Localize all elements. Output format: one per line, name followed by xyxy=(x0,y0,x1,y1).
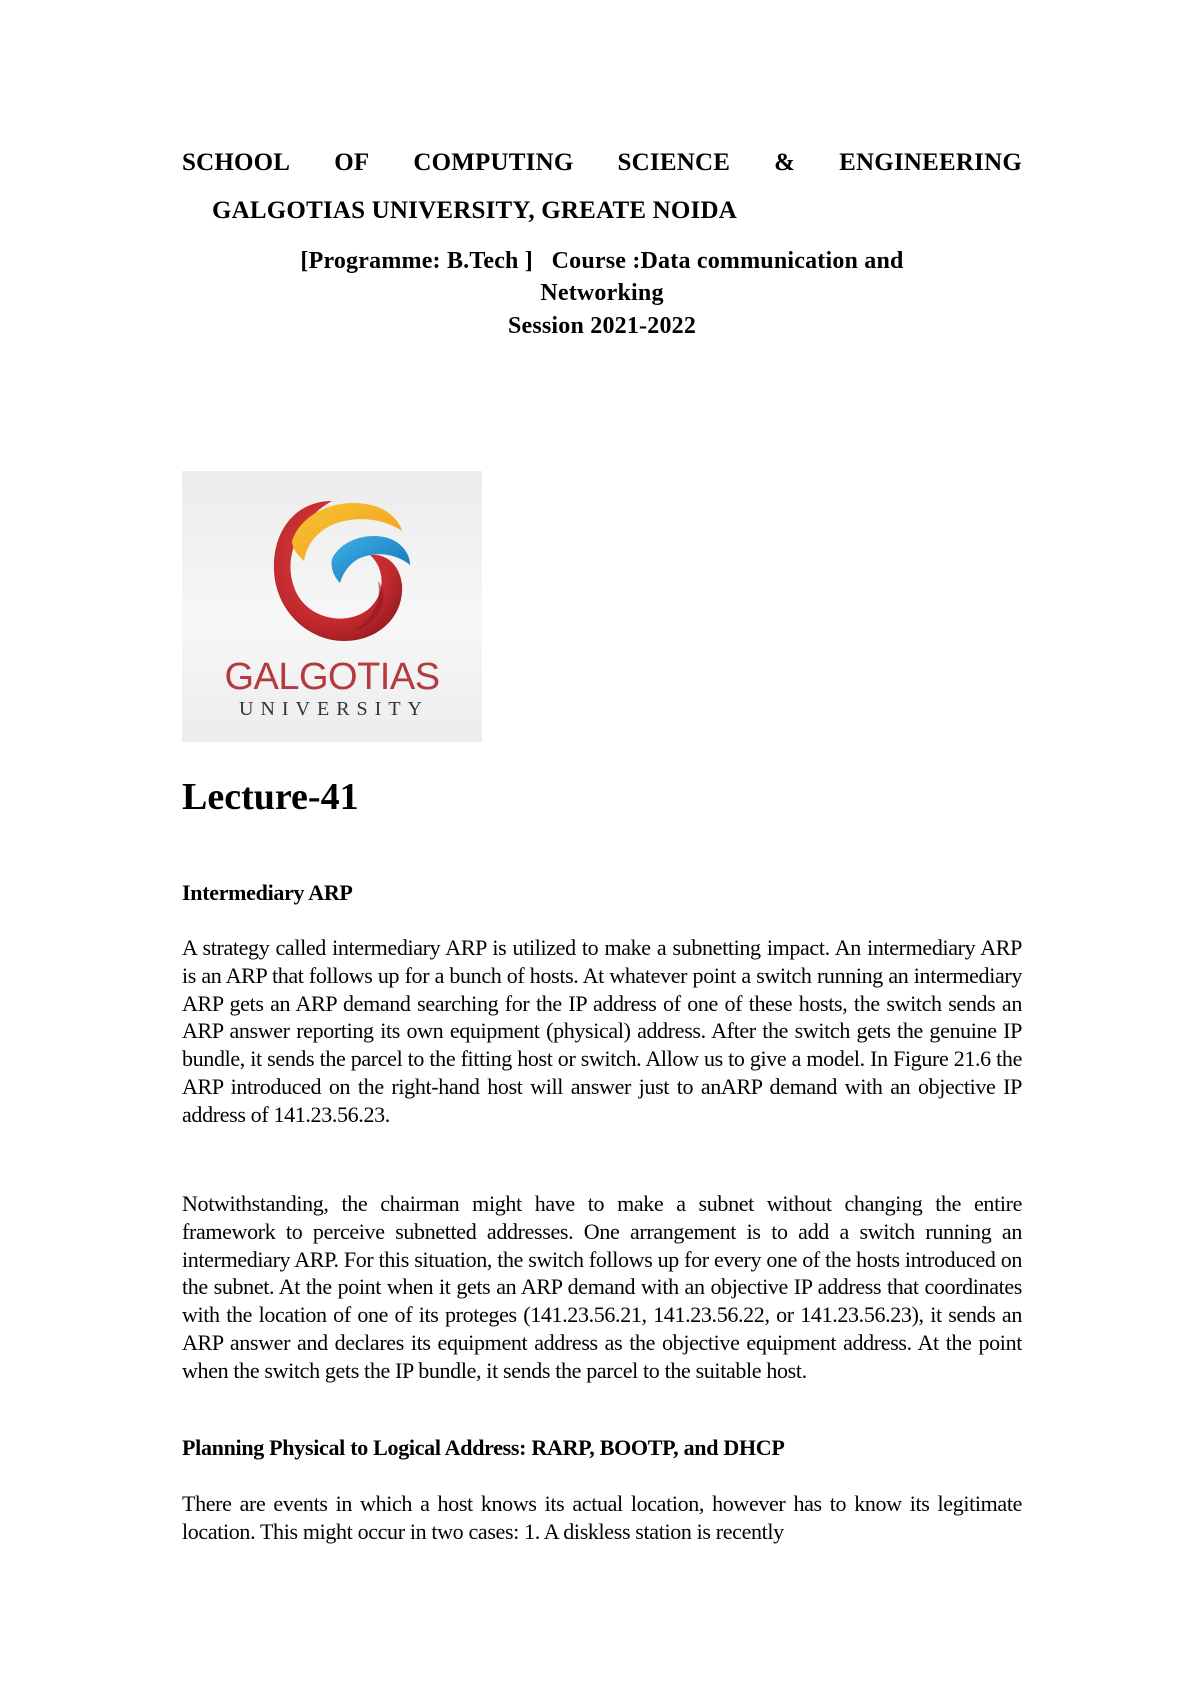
paragraph: A strategy called intermediary ARP is utilized to make a subnetting impact. An intermediary ARP is an ARP that follows up for a bunch of hosts. At whatever point a switch running an intermediary ARP gets an ARP demand searching for the IP address of one of these hosts, the switch sends an ARP answer reporting its own equipment (physical) address. After the switch gets the genuine IP bundle, it sends the parcel to the fitting host or switch. Allow us to give a model. In Figure 21.6 the ARP introduced on the right-hand host will answer just to anARP demand with an objective IP address of 141.23.56.23. xyxy=(182,935,1022,1127)
school-word: SCHOOL xyxy=(182,149,291,176)
school-word: ENGINEERING xyxy=(839,149,1022,176)
school-word: SCIENCE xyxy=(617,149,731,176)
section-heading-intermediary-arp: Intermediary ARP xyxy=(182,880,353,905)
session-line: Session 2021-2022 xyxy=(507,313,697,339)
logo-wordmark: GALGOTIAS xyxy=(224,656,440,698)
school-word: COMPUTING xyxy=(413,149,574,176)
school-name-line xyxy=(182,148,1022,178)
school-word: OF xyxy=(334,149,370,176)
lecture-title: Lecture-41 xyxy=(182,776,359,818)
section-heading-rarp-bootp-dhcp: Planning Physical to Logical Address: RARP, BOOTP, and DHCP xyxy=(182,1435,785,1460)
university-logo xyxy=(182,471,482,742)
paragraph: There are events in which a host knows its actual location, however has to know its legitimate location. This might occur in two cases: 1. A diskless station is recently xyxy=(182,1491,1022,1544)
university-name: GALGOTIAS UNIVERSITY, GREATE NOIDA xyxy=(212,197,737,224)
logo-subtext: UNIVERSITY xyxy=(239,698,429,720)
programme-course-line: [Programme: B.Tech ] Course :Data communication and xyxy=(300,248,904,274)
paragraph: Notwithstanding, the chairman might have to make a subnet without changing the entire framework to perceive subnetted addresses. One arrangement is to add a switch running an intermediary ARP. For this situation, the switch follows up for every one of the hosts introduced on the subnet. At the point when it gets an ARP demand with an objective IP address that coordinates with the location of one of its proteges (141.23.56.21, 141.23.56.22, or 141.23.56.23), it sends an ARP answer and declares its equipment address as the objective equipment address. At the point when the switch gets the IP bundle, it sends the parcel to the suitable host. xyxy=(182,1191,1022,1383)
course-name-continuation: Networking xyxy=(540,280,664,306)
school-word: & xyxy=(774,149,796,176)
galgotias-logo-icon xyxy=(182,471,482,742)
